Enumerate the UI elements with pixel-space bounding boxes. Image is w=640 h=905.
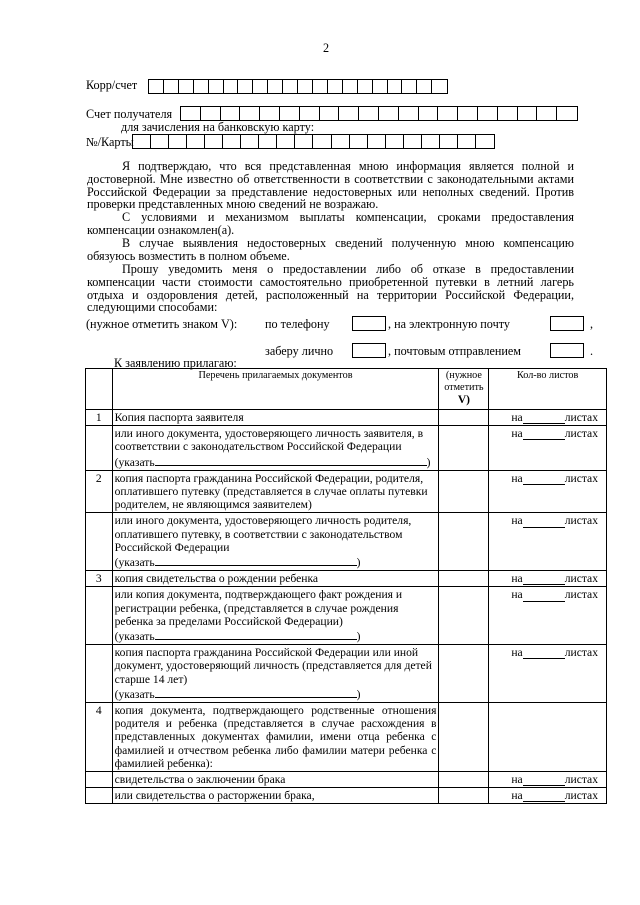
table-row: [86, 645, 607, 703]
email-comma: ,: [590, 317, 594, 331]
digit-cell[interactable]: [478, 107, 498, 120]
digit-cell[interactable]: [328, 80, 343, 93]
digit-cell[interactable]: [438, 107, 458, 120]
row-number: 1: [86, 410, 113, 426]
table-row: [86, 410, 607, 426]
recipient-account-label: Счет получателя: [86, 107, 173, 121]
row-number: [86, 426, 113, 471]
row-number: 2: [86, 470, 113, 513]
row-mark-cell[interactable]: [439, 587, 489, 645]
row-count-cell[interactable]: [489, 410, 607, 426]
digit-cell[interactable]: [149, 80, 164, 93]
digit-cell[interactable]: [238, 80, 253, 93]
digit-cell[interactable]: [339, 107, 359, 120]
digit-cell[interactable]: [295, 135, 313, 148]
row-count-cell[interactable]: [489, 788, 607, 804]
on-label: на: [511, 588, 523, 602]
row-mark-cell[interactable]: [439, 571, 489, 587]
digit-cell[interactable]: [253, 80, 268, 93]
digit-cell[interactable]: [343, 80, 358, 93]
digit-cell[interactable]: [223, 135, 241, 148]
digit-cell[interactable]: [280, 107, 300, 120]
digit-cell[interactable]: [181, 107, 201, 120]
digit-cell[interactable]: [277, 135, 295, 148]
digit-cell[interactable]: [187, 135, 205, 148]
digit-cell[interactable]: [404, 135, 422, 148]
row-text: копия паспорта гражданина Российской Федерации или иной документ, удостоверяющий личность (представляется для детей старше 14 лет): [114, 646, 432, 686]
specify-line: [115, 628, 437, 643]
digit-cell[interactable]: [388, 80, 403, 93]
row-count-cell[interactable]: [489, 703, 607, 772]
header-mark: [439, 369, 489, 410]
row-text: или свидетельства о расторжении брака,: [112, 788, 439, 804]
email-option-box[interactable]: [550, 316, 584, 331]
digit-cell[interactable]: [221, 107, 241, 120]
table-row: [86, 426, 607, 471]
confirmation-paragraph: Я подтверждаю, что вся представленная мною информация является полной и достоверной. Мне известно об ответственности в соответствии с законодательными актами Российской Федерации за представление недостоверных или неполных сведений. Против проверки представленных мною сведений не возражаю.: [87, 159, 574, 212]
row-text: копия свидетельства о рождении ребенка: [112, 571, 439, 587]
digit-cell[interactable]: [350, 135, 368, 148]
header-mark-line3: V): [457, 394, 470, 406]
email-option-label: , на электронную почту: [388, 317, 510, 331]
row-number: 4: [86, 703, 113, 772]
row-mark-cell[interactable]: [439, 513, 489, 571]
row-mark-cell[interactable]: [439, 645, 489, 703]
digit-cell[interactable]: [386, 135, 404, 148]
table-row: [86, 772, 607, 788]
row-number: [86, 513, 113, 571]
specify-line: [115, 554, 437, 569]
row-number: [86, 645, 113, 703]
row-mark-cell[interactable]: [439, 703, 489, 772]
digit-cell[interactable]: [379, 107, 399, 120]
row-text: копия паспорта гражданина Российской Федерации, родителя, оплатившего путевку (представляется в случае оплаты путевки родителем, не являющимся заявителем): [112, 470, 439, 513]
digit-cell[interactable]: [300, 107, 320, 120]
documents-table: [85, 368, 607, 804]
on-label: на: [511, 773, 523, 787]
post-dot: .: [590, 344, 594, 358]
row-count-cell[interactable]: [489, 470, 607, 513]
on-label: на: [511, 471, 523, 485]
count-blank[interactable]: [523, 514, 565, 527]
row-mark-cell[interactable]: [439, 772, 489, 788]
specify-label: (указать: [114, 455, 155, 469]
specify-blank[interactable]: [155, 454, 427, 466]
digit-cell[interactable]: [224, 80, 239, 93]
on-label: на: [511, 411, 523, 424]
header-count: Кол-во листов: [489, 369, 607, 410]
specify-label: (указать: [114, 630, 155, 644]
row-text-cell: [112, 645, 439, 703]
count-blank[interactable]: [523, 588, 565, 601]
specify-label: (указать: [114, 687, 155, 701]
digit-cell[interactable]: [358, 80, 373, 93]
on-label: на: [511, 427, 523, 441]
row-mark-cell[interactable]: [439, 788, 489, 804]
row-count-cell[interactable]: [489, 513, 607, 571]
refund-paragraph: В случае выявления недостоверных сведений полученную мною компенсацию обязуюсь возместить в полном объеме.: [87, 236, 574, 263]
header-list: Перечень прилагаемых документов: [112, 369, 439, 410]
digit-cell[interactable]: [476, 135, 494, 148]
header-mark-line1: (нужное: [445, 370, 482, 381]
card-number-cells[interactable]: [132, 134, 495, 149]
row-text-cell: [112, 513, 439, 571]
count-blank[interactable]: [523, 427, 565, 440]
digit-cell[interactable]: [179, 80, 194, 93]
digit-cell[interactable]: [260, 107, 280, 120]
digit-cell[interactable]: [458, 107, 478, 120]
row-mark-cell[interactable]: [439, 426, 489, 471]
on-label: на: [511, 514, 523, 528]
recipient-account-cells[interactable]: [180, 106, 578, 121]
corr-account-label: Корр/счет: [86, 78, 138, 92]
digit-cell[interactable]: [373, 80, 388, 93]
digit-cell[interactable]: [259, 135, 277, 148]
header-mark-line2: отметить: [444, 382, 484, 393]
table-row: [86, 587, 607, 645]
row-count-cell[interactable]: [489, 772, 607, 788]
row-mark-cell[interactable]: [439, 470, 489, 513]
row-text-cell: [112, 587, 439, 645]
specify-close: ): [356, 556, 361, 570]
row-text: свидетельства о заключении брака: [112, 772, 439, 788]
count-blank[interactable]: [523, 411, 565, 424]
corr-account-cells[interactable]: [148, 79, 448, 94]
table-row: [86, 513, 607, 571]
digit-cell[interactable]: [268, 80, 283, 93]
table-header-row: [86, 369, 607, 410]
digit-cell[interactable]: [164, 80, 179, 93]
digit-cell[interactable]: [313, 135, 331, 148]
row-number: [86, 788, 113, 804]
digit-cell[interactable]: [419, 107, 439, 120]
specify-line: [115, 454, 437, 469]
digit-cell[interactable]: [359, 107, 379, 120]
table-row: [86, 571, 607, 587]
page-number: 2: [323, 41, 330, 55]
sheets-label: листах: [564, 471, 598, 485]
count-blank[interactable]: [523, 773, 565, 786]
digit-cell[interactable]: [432, 80, 447, 93]
row-text: или иного документа, удостоверяющего личность родителя, оплатившего путевку, в соответствии с законодательством Российской Федерации: [114, 514, 412, 554]
digit-cell[interactable]: [209, 80, 224, 93]
on-label: на: [511, 572, 523, 586]
digit-cell[interactable]: [537, 107, 557, 120]
card-number-label: №/Карты: [86, 135, 134, 149]
digit-cell[interactable]: [240, 107, 260, 120]
specify-blank[interactable]: [155, 554, 357, 566]
digit-cell[interactable]: [298, 80, 313, 93]
table-row: [86, 703, 607, 772]
row-text: или копия документа, подтверждающего факт рождения и регистрации ребенка, (представляется в случае рождения ребенка за пределами Российской Федерации): [114, 588, 403, 628]
count-blank[interactable]: [523, 789, 565, 802]
sheets-label: листах: [564, 588, 598, 602]
pickup-option-box[interactable]: [352, 343, 386, 358]
sheets-label: листах: [564, 646, 598, 660]
specify-label: (указать: [114, 556, 155, 570]
digit-cell[interactable]: [241, 135, 259, 148]
digit-cell[interactable]: [283, 80, 298, 93]
attach-intro: К заявлению прилагаю:: [114, 356, 237, 370]
row-number: [86, 772, 113, 788]
post-option-label: , почтовым отправлением: [388, 344, 522, 358]
row-text: или иного документа, удостоверяющего личность заявителя, в соответствии с законодательством Российской Федерации: [114, 427, 424, 454]
row-count-cell[interactable]: [489, 426, 607, 471]
digit-cell[interactable]: [133, 135, 151, 148]
digit-cell[interactable]: [313, 80, 328, 93]
specify-line: [115, 686, 437, 701]
on-label: на: [511, 646, 523, 660]
digit-cell[interactable]: [194, 80, 209, 93]
table-row: [86, 788, 607, 804]
mark-note: (нужное отметить знаком V):: [86, 317, 238, 331]
digit-cell[interactable]: [498, 107, 518, 120]
count-blank[interactable]: [523, 472, 565, 485]
sheets-label: листах: [564, 514, 598, 528]
sheets-label: листах: [564, 773, 598, 787]
digit-cell[interactable]: [417, 80, 432, 93]
on-label: на: [511, 789, 523, 803]
phone-option-label: по телефону: [265, 317, 330, 331]
specify-close: ): [356, 687, 361, 701]
notify-request-paragraph: Прошу уведомить меня о предоставлении либо об отказе в предоставлении компенсации части стоимости самостоятельно приобретенной путевки в летний лагерь отдыха и оздоровления детей, расположенный на территории Российской Федерации, следующими способами:: [87, 262, 574, 315]
specify-close: ): [426, 455, 431, 469]
row-count-cell[interactable]: [489, 587, 607, 645]
sheets-label: листах: [564, 411, 598, 424]
row-text-cell: [112, 426, 439, 471]
header-num: [86, 369, 113, 410]
digit-cell[interactable]: [518, 107, 538, 120]
row-mark-cell[interactable]: [439, 410, 489, 426]
digit-cell[interactable]: [399, 107, 419, 120]
specify-blank[interactable]: [155, 686, 357, 698]
digit-cell[interactable]: [151, 135, 169, 148]
digit-cell[interactable]: [320, 107, 340, 120]
sheets-label: листах: [564, 427, 598, 441]
digit-cell[interactable]: [557, 107, 577, 120]
row-count-cell[interactable]: [489, 571, 607, 587]
digit-cell[interactable]: [458, 135, 476, 148]
digit-cell[interactable]: [201, 107, 221, 120]
row-text: Копия паспорта заявителя: [112, 410, 439, 426]
post-option-box[interactable]: [550, 343, 584, 358]
digit-cell[interactable]: [402, 80, 417, 93]
count-blank[interactable]: [523, 646, 565, 659]
card-note: для зачисления на банковскую карту:: [121, 120, 315, 134]
digit-cell[interactable]: [169, 135, 187, 148]
digit-cell[interactable]: [205, 135, 223, 148]
digit-cell[interactable]: [332, 135, 350, 148]
row-text: копия документа, подтверждающего родственные отношения родителя и ребенка (представляется в случае расхождения в представленных документах фамилии, имени отца ребенка с фамилией и отчеством ребенка либо фамилии матери ребенка с фамилией ребенка):: [112, 703, 439, 772]
specify-blank[interactable]: [155, 628, 357, 640]
sheets-label: листах: [564, 572, 598, 586]
terms-paragraph: С условиями и механизмом выплаты компенсации, сроками предоставления компенсации ознакомлен(а).: [87, 210, 574, 237]
specify-close: ): [356, 630, 361, 644]
row-number: 3: [86, 571, 113, 587]
count-blank[interactable]: [523, 572, 565, 585]
row-number: [86, 587, 113, 645]
digit-cell[interactable]: [440, 135, 458, 148]
digit-cell[interactable]: [422, 135, 440, 148]
phone-option-box[interactable]: [352, 316, 386, 331]
digit-cell[interactable]: [368, 135, 386, 148]
sheets-label: листах: [564, 789, 598, 803]
pickup-option-label: заберу лично: [265, 344, 334, 358]
row-count-cell[interactable]: [489, 645, 607, 703]
table-row: [86, 470, 607, 513]
